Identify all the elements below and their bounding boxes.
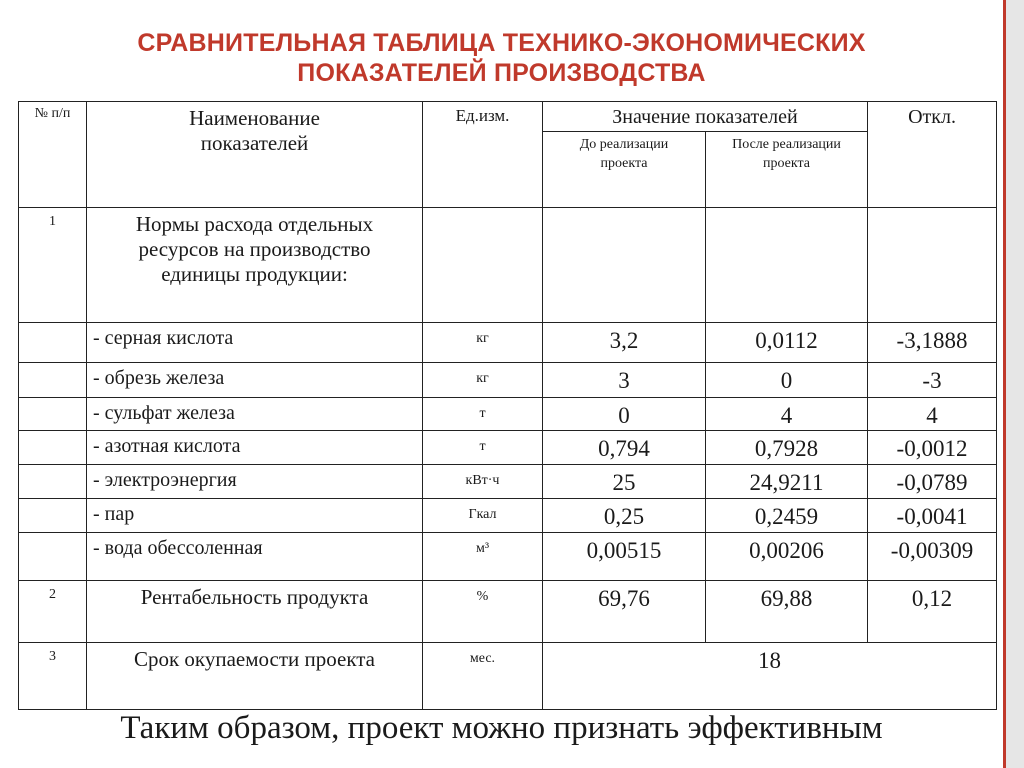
empty-cell (543, 208, 706, 323)
empty-cell (706, 208, 868, 323)
row-unit: % (423, 581, 543, 643)
empty-cell (19, 499, 87, 533)
header-number: № п/п (19, 102, 87, 208)
row-before: 3,2 (543, 323, 706, 363)
empty-cell (423, 208, 543, 323)
row-name: Нормы расхода отдельных ресурсов на производство единицы продукции: (87, 208, 423, 323)
header-values: Значение показателей (543, 102, 868, 132)
table-row (19, 499, 997, 533)
title-line-1: СРАВНИТЕЛЬНАЯ ТАБЛИЦА ТЕХНИКО-ЭКОНОМИЧЕСКИХ (137, 29, 866, 57)
row-before: 25 (543, 465, 706, 499)
table-row (19, 643, 997, 710)
row-deviation: -3,1888 (868, 323, 997, 363)
title-line-2: ПОКАЗАТЕЛЕЙ ПРОИЗВОДСТВА (297, 59, 706, 87)
row-before: 0,25 (543, 499, 706, 533)
row-before: 0,794 (543, 431, 706, 465)
row-unit: м³ (423, 533, 543, 581)
row-after: 0,0112 (706, 323, 868, 363)
empty-cell (868, 208, 997, 323)
row-deviation: -0,00309 (868, 533, 997, 581)
row-deviation: -0,0012 (868, 431, 997, 465)
row-deviation: 0,12 (868, 581, 997, 643)
row-name: Срок окупаемости проекта (87, 643, 423, 710)
row-after: 0,7928 (706, 431, 868, 465)
table-row (19, 208, 997, 323)
row-unit: кг (423, 363, 543, 398)
row-after: 0 (706, 363, 868, 398)
table-row (19, 533, 997, 581)
conclusion-text: Таким образом, проект можно признать эффективным (120, 710, 883, 746)
row-unit: кВт·ч (423, 465, 543, 499)
slide-title (0, 28, 1003, 88)
row-deviation: -0,0789 (868, 465, 997, 499)
row-after: 4 (706, 398, 868, 431)
header-deviation: Откл. (868, 102, 997, 208)
side-accent-line (1003, 0, 1006, 768)
row-deviation: -0,0041 (868, 499, 997, 533)
row-after: 0,2459 (706, 499, 868, 533)
row-unit: мес. (423, 643, 543, 710)
indicators-table (18, 101, 997, 710)
side-decoration-bar (1003, 0, 1024, 768)
row-unit: т (423, 398, 543, 431)
row-deviation: -3 (868, 363, 997, 398)
table-row (19, 431, 997, 465)
table-row (19, 398, 997, 431)
empty-cell (19, 363, 87, 398)
row-name: - обрезь железа (87, 363, 423, 398)
row-name: - электроэнергия (87, 465, 423, 499)
row-unit: Гкал (423, 499, 543, 533)
row-number: 2 (19, 581, 87, 643)
row-name: - пар (87, 499, 423, 533)
row-name: - сульфат железа (87, 398, 423, 431)
row-after: 69,88 (706, 581, 868, 643)
row-unit: т (423, 431, 543, 465)
row-number: 1 (19, 208, 87, 323)
header-before: До реализации проекта (543, 132, 706, 208)
table-row (19, 363, 997, 398)
empty-cell (19, 323, 87, 363)
row-before: 0 (543, 398, 706, 431)
row-deviation: 4 (868, 398, 997, 431)
row-unit: кг (423, 323, 543, 363)
row-before: 69,76 (543, 581, 706, 643)
empty-cell (19, 398, 87, 431)
header-unit: Ед.изм. (423, 102, 543, 208)
empty-cell (19, 431, 87, 465)
header-after: После реализации проекта (706, 132, 868, 208)
table-row (19, 323, 997, 363)
empty-cell (19, 533, 87, 581)
row-after: 24,9211 (706, 465, 868, 499)
empty-cell (19, 465, 87, 499)
row-name: - вода обессоленная (87, 533, 423, 581)
table-row (19, 465, 997, 499)
table-row (19, 581, 997, 643)
row-number: 3 (19, 643, 87, 710)
row-name: - азотная кислота (87, 431, 423, 465)
row-value: 18 (543, 643, 997, 710)
table-header-row (19, 102, 997, 132)
row-before: 0,00515 (543, 533, 706, 581)
header-name: Наименование показателей (87, 102, 423, 208)
row-before: 3 (543, 363, 706, 398)
row-name: Рентабельность продукта (87, 581, 423, 643)
row-name: - серная кислота (87, 323, 423, 363)
row-after: 0,00206 (706, 533, 868, 581)
